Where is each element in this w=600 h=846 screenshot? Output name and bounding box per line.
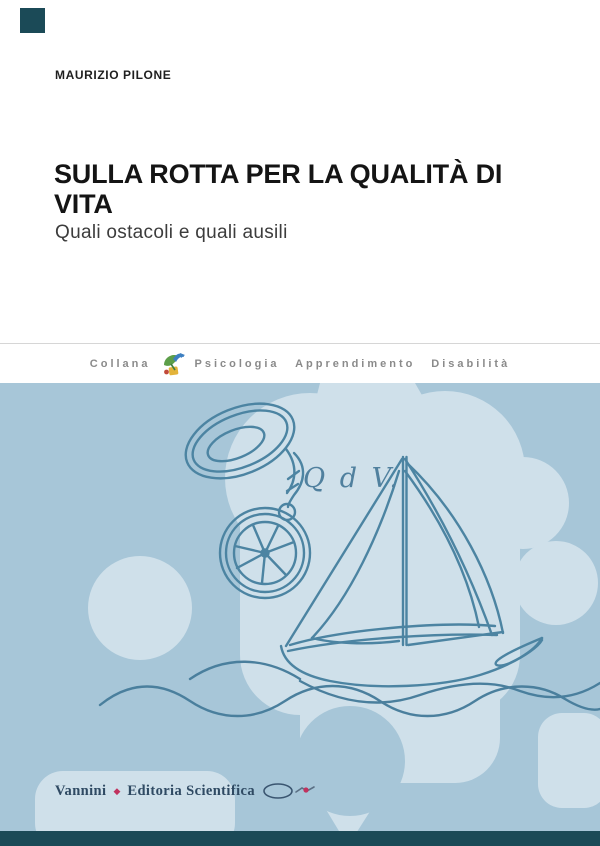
cover-illustration <box>0 383 600 846</box>
series-name: Psicologia Apprendimento Disabilità <box>194 358 511 370</box>
book-subtitle: Quali ostacoli e quali ausili <box>55 222 288 243</box>
series-label: Collana <box>89 358 151 370</box>
qdv-monogram: Q d V. <box>303 463 401 494</box>
corner-accent-square <box>20 8 45 33</box>
series-logo-icon <box>161 351 185 377</box>
puzzle-sailboat-art <box>0 383 600 846</box>
publisher-tagline: Editoria Scientifica <box>127 782 255 799</box>
publisher-line <box>55 782 318 800</box>
publisher-logo-icon <box>262 782 318 800</box>
author-name: MAURIZIO PILONE <box>55 68 172 82</box>
publisher-name: Vannini <box>55 782 107 799</box>
publisher-diamond-icon: ◆ <box>113 785 121 796</box>
book-title: SULLA ROTTA PER LA QUALITÀ DI VITA <box>54 159 503 219</box>
bottom-accent-bar <box>0 831 600 846</box>
series-band <box>0 343 600 384</box>
